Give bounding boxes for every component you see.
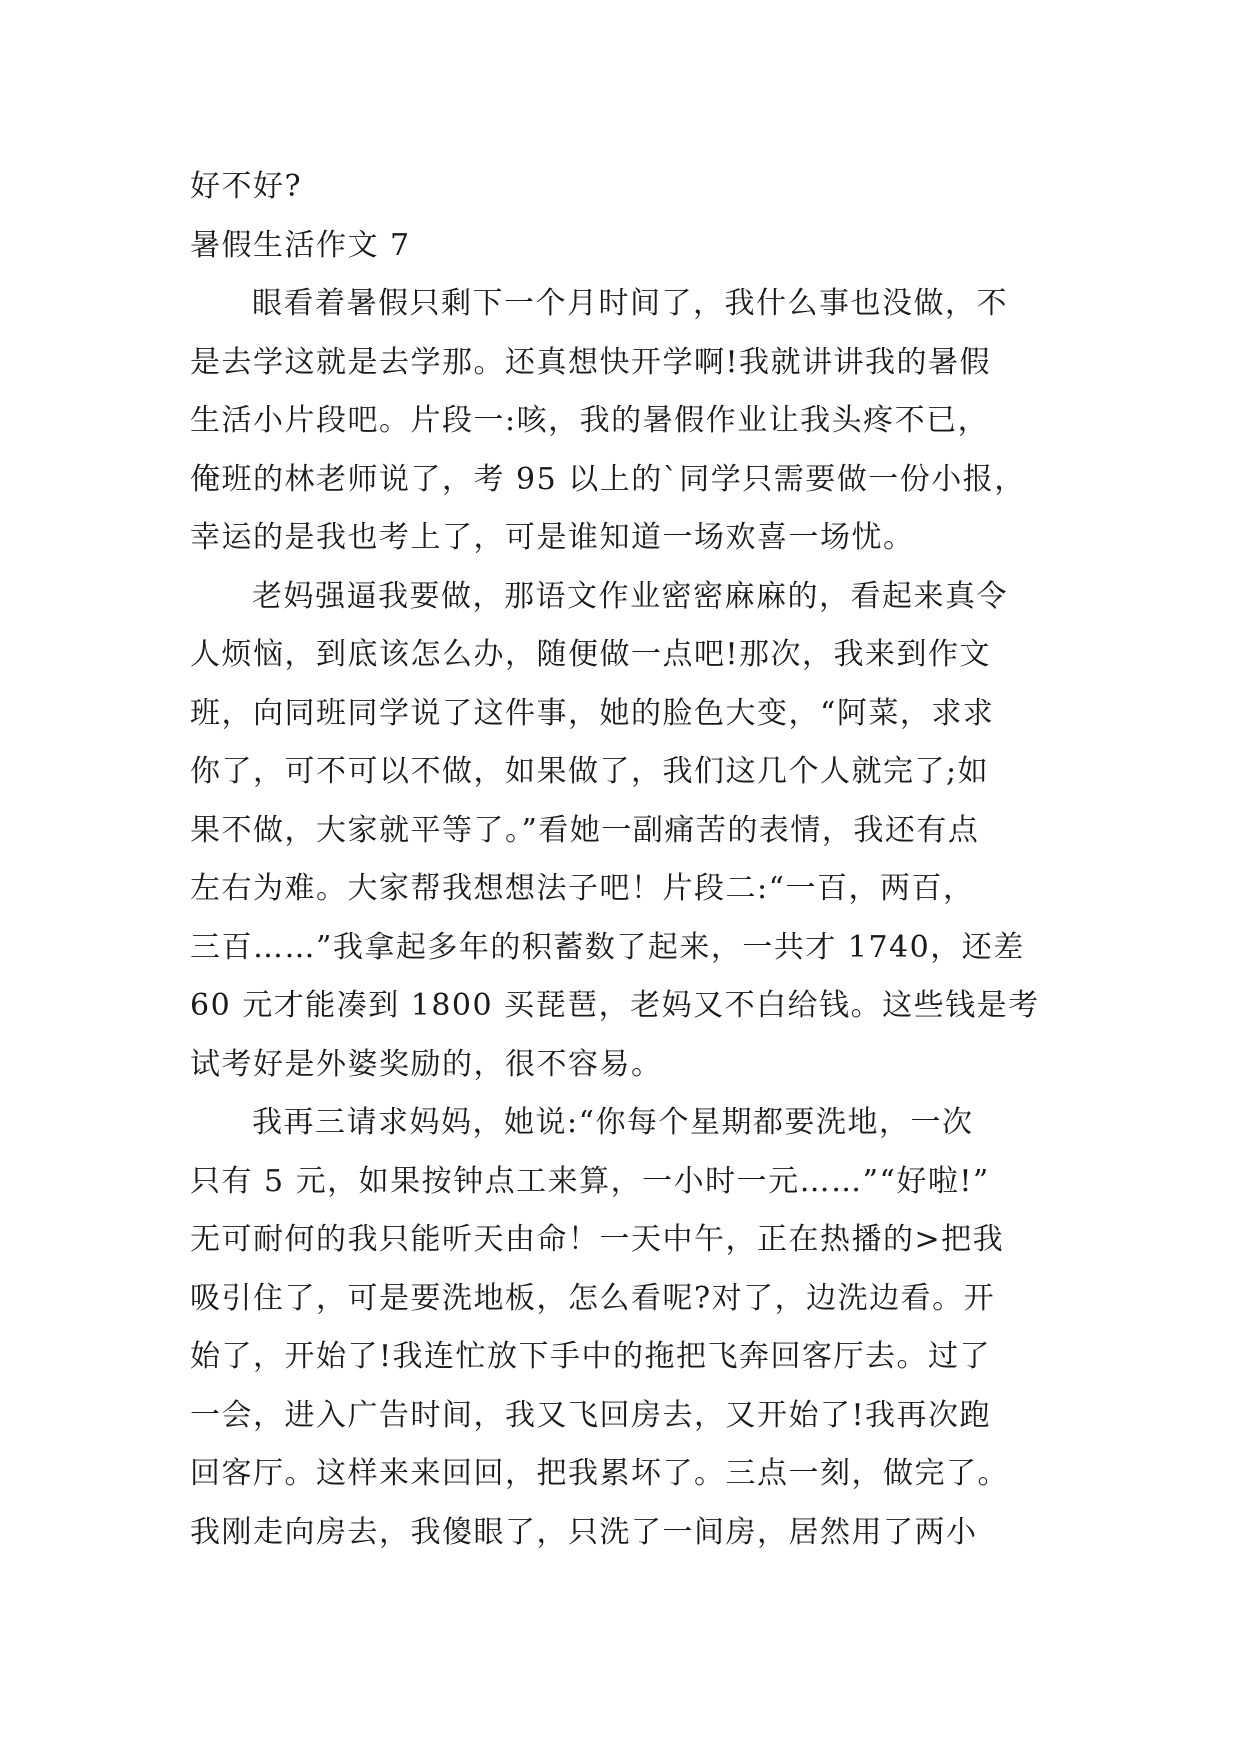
section-heading: 暑假生活作文 7 bbox=[190, 227, 411, 263]
text-line: 只有 5 元，如果按钟点工来算，一小时一元……”“好啦!” bbox=[190, 1163, 990, 1199]
text-line: 老妈强逼我要做，那语文作业密密麻麻的，看起来真令 bbox=[252, 578, 1008, 614]
text-line: 果不做，大家就平等了。”看她一副痛苦的表情，我还有点 bbox=[190, 812, 980, 848]
text-line: 吸引住了，可是要洗地板，怎么看呢?对了，边洗边看。开 bbox=[190, 1280, 996, 1316]
text-line: 左右为难。大家帮我想想法子吧！片段二:“一百，两百， bbox=[190, 871, 975, 906]
text-line: 回客厅。这样来来回回，把我累坏了。三点一刻，做完了。 bbox=[190, 1456, 1009, 1491]
text-line: 你了，可不可以不做，如果做了，我们这几个人就完了;如 bbox=[190, 754, 990, 789]
text-line: 始了，开始了!我连忙放下手中的拖把飞奔回客厅去。过了 bbox=[190, 1339, 992, 1374]
text-line: 是去学这就是去学那。还真想快开学啊!我就讲讲我的暑假 bbox=[190, 344, 992, 380]
text-line: 三百……”我拿起多年的积蓄数了起来，一共才 1740，还差 bbox=[190, 929, 1025, 965]
text-line: 人烦恼，到底该怎么办，随便做一点吧!那次，我来到作文 bbox=[190, 637, 992, 672]
text-line: 幸运的是我也考上了，可是谁知道一场欢喜一场忧。 bbox=[190, 520, 915, 555]
text-line: 试考好是外婆奖励的，很不容易。 bbox=[190, 1046, 663, 1082]
text-line: 好不好? bbox=[190, 169, 303, 204]
text-line: 生活小片段吧。片段一:咳，我的暑假作业让我头疼不已， bbox=[190, 403, 990, 438]
text-line: 60 元才能凑到 1800 买琵琶，老妈又不白给钱。这些钱是考 bbox=[190, 988, 1040, 1023]
document-body bbox=[190, 158, 1070, 1562]
text-line: 一会，进入广告时间，我又飞回房去，又开始了!我再次跑 bbox=[190, 1397, 992, 1433]
text-line: 眼看着暑假只剩下一个月时间了，我什么事也没做，不 bbox=[252, 286, 1008, 321]
text-line: 无可耐何的我只能听天由命！一天中午，正在热播的>把我 bbox=[190, 1222, 1005, 1257]
text-line: 我再三请求妈妈，她说:“你每个星期都要洗地，一次 bbox=[252, 1105, 974, 1140]
text-line: 俺班的林老师说了，考 95 以上的`同学只需要做一份小报， bbox=[190, 461, 1026, 497]
text-line: 我刚走向房去，我傻眼了，只洗了一间房，居然用了两小 bbox=[190, 1514, 978, 1550]
text-line: 班，向同班同学说了这件事，她的脸色大变，“阿菜，求求 bbox=[190, 695, 995, 731]
